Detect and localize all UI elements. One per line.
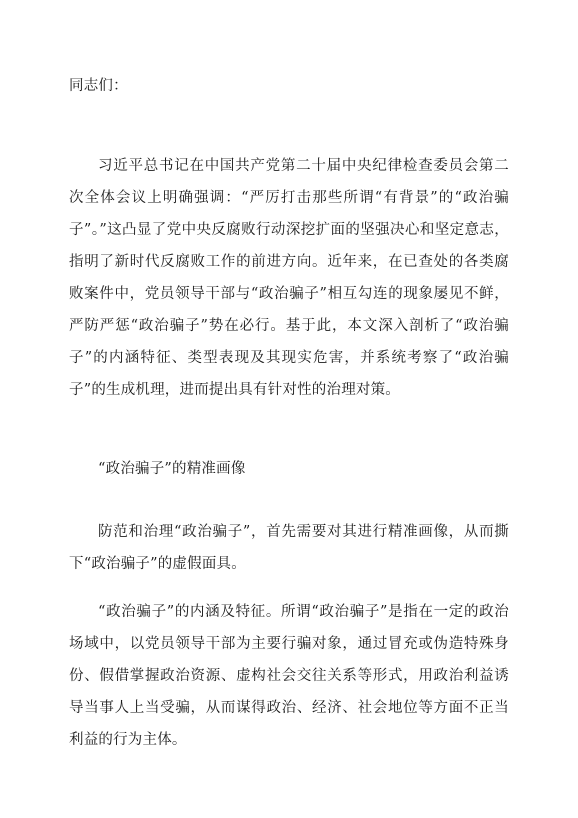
- body-paragraph: 防范和治理“政治骗子”，首先需要对其进行精准画像，从而撕下“政治骗子”的虚假面具。: [69, 524, 509, 572]
- body-paragraph: “政治骗子”的内涵及特征。所谓“政治骗子”是指在一定的政治场域中，以党员领导干部为主要行骗对象，通过冒充或伪造特殊身份、假借掌握政治资源、虚构社会交往关系等形式，用政治利益诱导当事人上当受骗，从而谋得政治、经济、社会地位等方面不正当利益的行为主体。: [69, 604, 509, 748]
- section-heading: “政治骗子”的精准画像: [98, 461, 246, 477]
- intro-paragraph: 习近平总书记在中国共产党第二十届中央纪律检查委员会第二次全体会议上明确强调：“严厉打击那些所谓“有背景”的“政治骗子”。”这凸显了党中央反腐败行动深挖扩面的坚强决心和坚定意志，指明了新时代反腐败工作的前进方向。近年来，在已查处的各类腐败案件中，党员领导干部与“政治骗子”相互勾连的现象屡见不鲜，严防严惩“政治骗子”势在必行。基于此，本文深入剖析了“政治骗子”的内涵特征、类型表现及其现实危害，并系统考察了“政治骗子”的生成机理，进而提出具有针对性的治理对策。: [69, 158, 509, 398]
- salutation: 同志们：: [69, 78, 128, 94]
